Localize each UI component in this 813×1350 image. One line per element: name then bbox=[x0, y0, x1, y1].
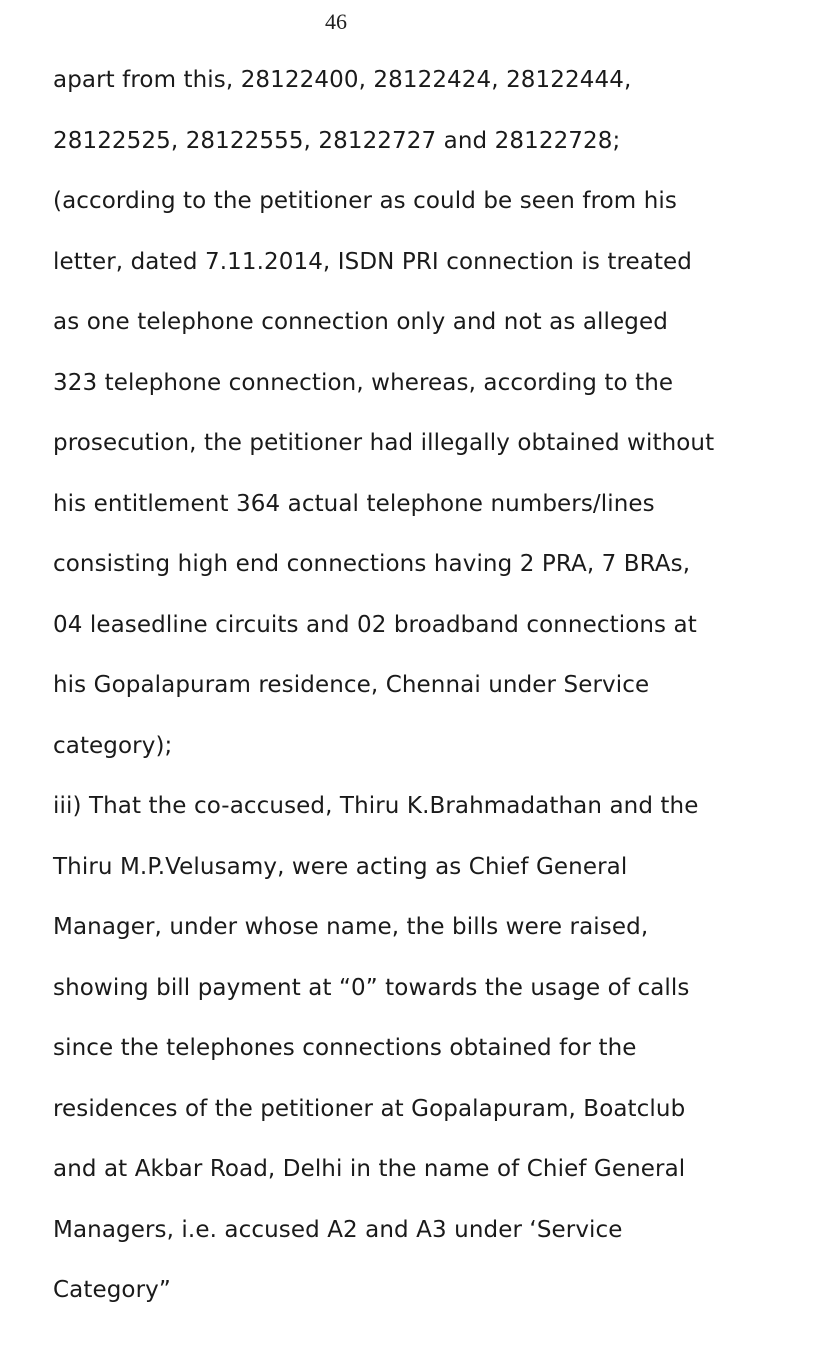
text-line: Thiru M.P.Velusamy, were acting as Chief General bbox=[53, 853, 628, 880]
text-line: since the telephones connections obtained for the bbox=[53, 1035, 637, 1061]
text-line: as one telephone connection only and not as alleged bbox=[53, 309, 668, 335]
text-line: Managers, i.e. accused A2 and A3 under ‘Service bbox=[53, 1216, 623, 1243]
text-line: prosecution, the petitioner had illegally obtained without bbox=[53, 430, 715, 456]
text-line: residences of the petitioner at Gopalapuram, Boatclub bbox=[53, 1095, 686, 1122]
page-number: 46 bbox=[325, 9, 347, 34]
document-body bbox=[53, 58, 793, 1329]
text-line: 28122525, 28122555, 28122727 and 28122728; bbox=[53, 127, 621, 154]
text-line: Manager, under whose name, the bills were raised, bbox=[53, 914, 649, 940]
text-line: 04 leasedline circuits and 02 broadband connections at bbox=[53, 611, 697, 638]
text-line: 323 telephone connection, whereas, according to the bbox=[53, 369, 674, 396]
text-line: apart from this, 28122400, 28122424, 28122444, bbox=[53, 67, 632, 93]
text-line: consisting high end connections having 2 PRA, 7 BRAs, bbox=[53, 551, 691, 577]
text-line: iii) That the co-accused, Thiru K.Brahmadathan and the bbox=[53, 793, 699, 819]
text-line: showing bill payment at “0” towards the usage of calls bbox=[53, 974, 690, 1001]
text-line: his entitlement 364 actual telephone numbers/lines bbox=[53, 490, 655, 517]
text-line: letter, dated 7.11.2014, ISDN PRI connection is treated bbox=[53, 248, 693, 275]
text-line: Category” bbox=[53, 1277, 171, 1303]
text-line: category); bbox=[53, 732, 173, 759]
text-line: his Gopalapuram residence, Chennai under Service bbox=[53, 672, 650, 698]
text-line: (according to the petitioner as could be seen from his bbox=[53, 188, 677, 214]
text-line: and at Akbar Road, Delhi in the name of Chief General bbox=[53, 1156, 686, 1182]
